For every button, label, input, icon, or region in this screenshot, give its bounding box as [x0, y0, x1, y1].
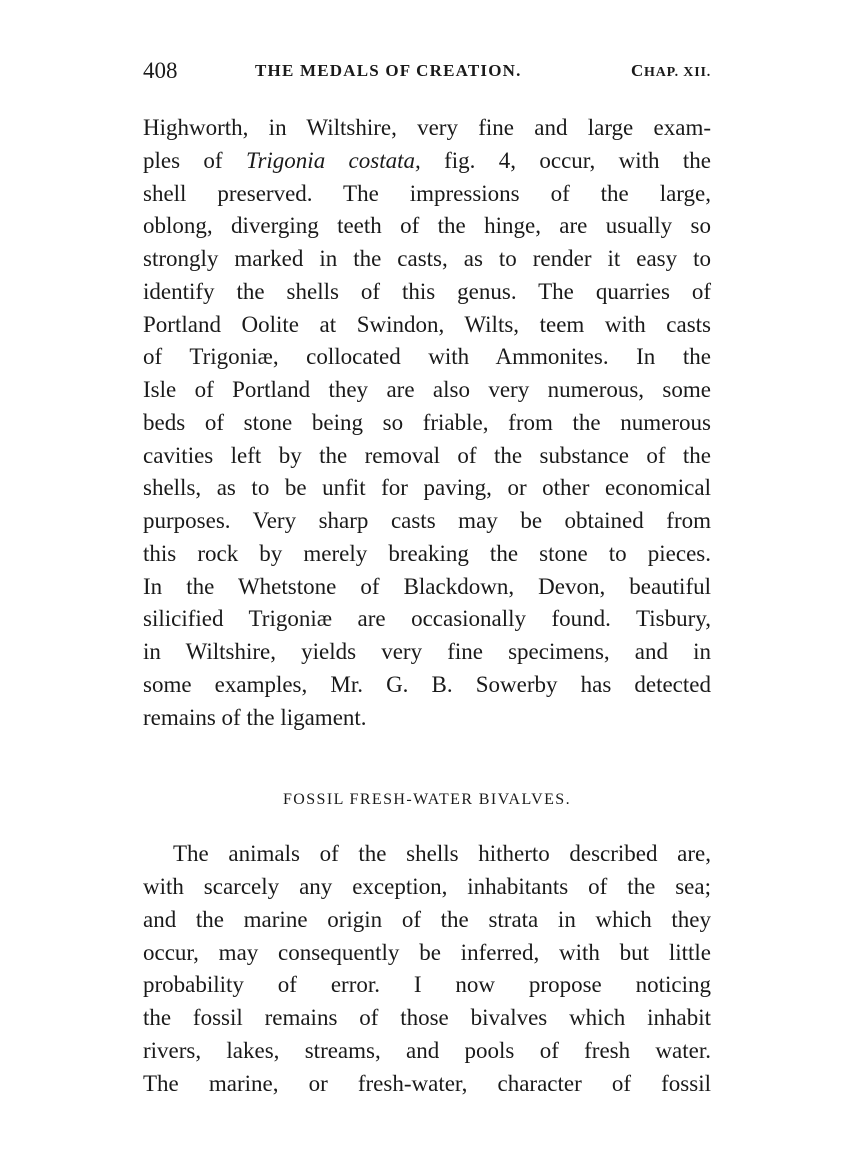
text-line: this rock by merely breaking the stone to pieces.: [143, 540, 711, 566]
text-line: In the Whetstone of Blackdown, Devon, beautiful: [143, 573, 711, 599]
text-line: purposes. Very sharp casts may be obtained from: [143, 508, 711, 533]
text-line: Highworth, in Wiltshire, very fine and large exam-: [143, 115, 711, 140]
text-line: the fossil remains of those bivalves which inhabit: [143, 1005, 711, 1030]
text-line: occur, may consequently be inferred, with but little: [143, 939, 711, 965]
text-line: some examples, Mr. G. B. Sowerby has detected: [143, 671, 711, 697]
text-line-end: fig. 4, occur, with the: [420, 147, 711, 173]
page-number: 408: [143, 58, 178, 83]
text-line: cavities left by the removal of the substance of the: [143, 442, 711, 468]
chapter-label-initial: C: [630, 61, 645, 80]
text-line: Portland Oolite at Swindon, Wilts, teem with casts: [143, 311, 711, 337]
running-title: THE MEDALS OF CREATION.: [255, 61, 522, 80]
text-line: probability of error. I now propose noticing: [143, 972, 711, 998]
text-line-start: ples of: [143, 147, 246, 173]
paragraph-fresh-water: [143, 838, 711, 1100]
chapter-label-rest: HAP. XII.: [644, 65, 711, 80]
text-line: shell preserved. The impressions of the large,: [143, 180, 711, 206]
text-line: silicified Trigoniæ are occasionally found. Tisbury,: [143, 606, 711, 632]
text-line: rivers, lakes, streams, and pools of fresh water.: [143, 1037, 711, 1063]
text-line: with scarcely any exception, inhabitants of the sea;: [143, 874, 711, 899]
species-name: Trigonia costata,: [245, 147, 421, 173]
text-line: The marine, or fresh-water, character of fossil: [143, 1070, 711, 1096]
section-heading: FOSSIL FRESH-WATER BIVALVES.: [283, 791, 571, 809]
text-line: shells, as to be unfit for paving, or other economical: [143, 475, 711, 501]
text-line: identify the shells of this genus. The quarries of: [143, 278, 711, 304]
text-line: in Wiltshire, yields very fine specimens, and in: [143, 639, 711, 664]
text-line: [143, 145, 711, 178]
text-line: beds of stone being so friable, from the numerous: [143, 409, 711, 435]
chapter-label: [631, 61, 711, 81]
text-line: Isle of Portland they are also very numerous, some: [143, 377, 711, 402]
text-line: and the marine origin of the strata in which they: [143, 906, 711, 932]
paragraph-trigonia: [143, 112, 711, 734]
text-line: of Trigoniæ, collocated with Ammonites. In the: [143, 344, 711, 370]
text-line: remains of the ligament.: [143, 704, 367, 730]
text-line: The animals of the shells hitherto described are,: [173, 841, 711, 867]
book-page: [143, 58, 711, 1100]
text-line: oblong, diverging teeth of the hinge, are usually so: [143, 213, 711, 239]
text-line: strongly marked in the casts, as to render it easy to: [143, 246, 711, 271]
running-head: [143, 58, 711, 92]
